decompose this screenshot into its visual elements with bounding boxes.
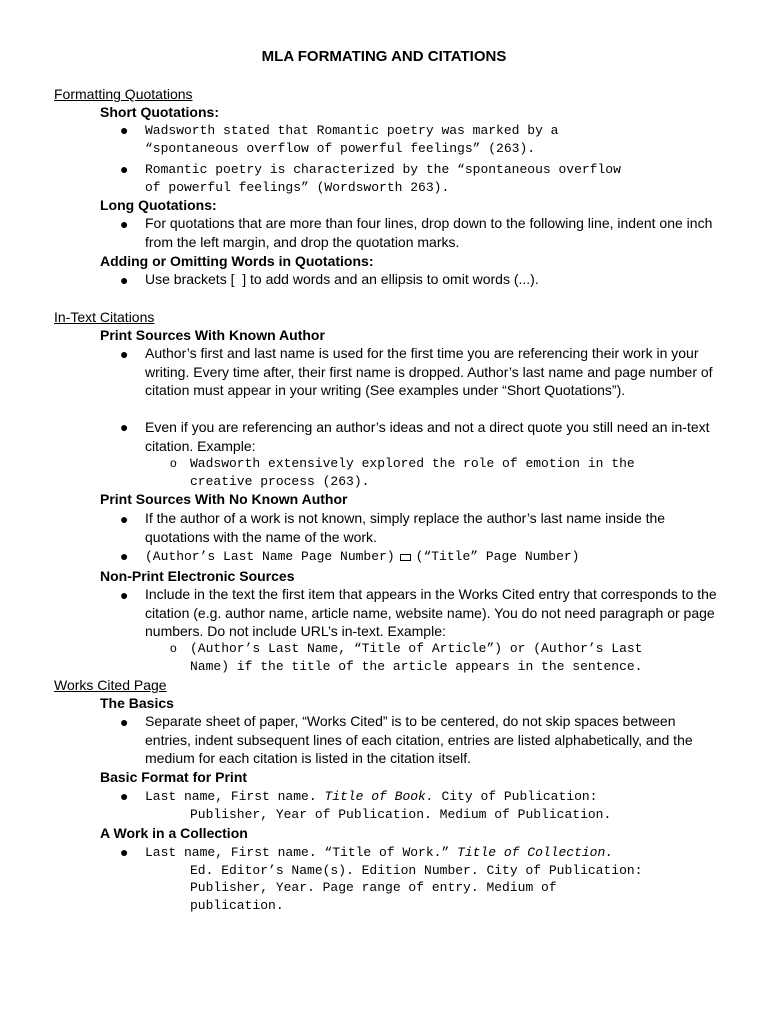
known-author-text: Author’s first and last name is used for the first time you are referencing their work in your writing. Every time after, their first name is dropped. Author’s last name and page number of citation must appear in your writing (See examples under “Short Quotations”). — [145, 345, 713, 398]
sub-bullet-icon: o — [170, 641, 177, 655]
collection-line-1 — [145, 844, 725, 862]
collection-line-4: publication. — [190, 897, 284, 913]
bullet-icon: ● — [120, 844, 129, 860]
section-heading-formatting: Formatting Quotations — [54, 86, 193, 102]
bullet-icon: ● — [120, 346, 129, 362]
short-quote-example-1: Wadsworth stated that Romantic poetry was marked by a “spontaneous overflow of powerful feelings” (263). — [145, 123, 559, 156]
subheading-long-quotations: Long Quotations: — [100, 197, 217, 213]
basics-text: Separate sheet of paper, “Works Cited” is to be centered, do not skip spaces between entries, indent subsequent lines of each citation, entries are listed alphabetically, and the medium for each citation is listed in the citation itself. — [145, 713, 693, 766]
print-format-title: Title of Book. — [324, 789, 434, 804]
print-format-author: Last name, First name. — [145, 789, 325, 804]
subheading-no-known-author: Print Sources With No Known Author — [100, 491, 348, 507]
bullet-icon: ● — [120, 216, 129, 232]
bullet-icon: ● — [120, 788, 129, 804]
bullet-icon: ● — [120, 419, 129, 435]
bullet-icon: ● — [120, 548, 129, 564]
arrow-box-icon — [400, 554, 411, 561]
short-quote-example-2: Romantic poetry is characterized by the “spontaneous overflow of powerful feelings” (Wordsworth 263). — [145, 162, 621, 195]
indirect-reference-text: Even if you are referencing an author’s ideas and not a direct quote you still need an in-text citation. Example: — [145, 419, 710, 454]
collection-author-work: Last name, First name. “Title of Work.” — [145, 845, 458, 860]
adding-omitting-text: Use brackets [ ] to add words and an ellipsis to omit words (...). — [145, 271, 539, 287]
subheading-non-print: Non-Print Electronic Sources — [100, 568, 295, 584]
print-format-city: City of Publication: — [433, 789, 598, 804]
subheading-short-quotations: Short Quotations: — [100, 104, 219, 120]
collection-line-3: Publisher, Year. Page range of entry. Medium of — [190, 880, 557, 895]
print-format-line-1 — [145, 788, 725, 806]
non-print-example: (Author’s Last Name, “Title of Article”) or (Author’s Last Name) if the title of the article appears in the sentence. — [190, 641, 643, 674]
bullet-icon: ● — [120, 272, 129, 288]
collection-line-2: Ed. Editor’s Name(s). Edition Number. City of Publication: — [190, 862, 643, 878]
bullet-icon: ● — [120, 587, 129, 603]
subheading-basics: The Basics — [100, 695, 174, 711]
unknown-format: (“Title” Page Number) — [415, 549, 580, 564]
document-title: MLA FORMATING AND CITATIONS — [261, 48, 507, 65]
subheading-work-in-collection: A Work in a Collection — [100, 825, 248, 841]
bullet-icon: ● — [120, 122, 129, 138]
sub-bullet-icon: o — [170, 456, 177, 470]
section-heading-works-cited: Works Cited Page — [54, 677, 167, 693]
no-known-author-text: If the author of a work is not known, simply replace the author’s last name inside the quotations with the name of the work. — [145, 510, 666, 545]
print-format-line-2: Publisher, Year of Publication. Medium of Publication. — [190, 806, 612, 822]
subheading-adding-omitting: Adding or Omitting Words in Quotations: — [100, 253, 374, 269]
non-print-text: Include in the text the first item that appears in the Works Cited entry that corresponds to the citation (e.g. author name, article name, website name). You do not need paragraph or page numbers. Do not include URL’s in-text. Example: — [145, 586, 717, 639]
bullet-icon: ● — [120, 714, 129, 730]
bullet-icon: ● — [120, 511, 129, 527]
indirect-reference-example: Wadsworth extensively explored the role of emotion in the creative process (263). — [190, 456, 635, 489]
bullet-icon: ● — [120, 161, 129, 177]
no-known-author-example — [145, 548, 725, 566]
subheading-known-author: Print Sources With Known Author — [100, 327, 325, 343]
known-format: (Author’s Last Name Page Number) — [145, 549, 395, 564]
section-heading-intext: In-Text Citations — [54, 309, 155, 325]
long-quote-text: For quotations that are more than four lines, drop down to the following line, indent one inch from the left margin, and drop the quotation marks. — [145, 215, 713, 250]
collection-title: Title of Collection. — [457, 845, 614, 860]
subheading-print-format: Basic Format for Print — [100, 769, 248, 785]
